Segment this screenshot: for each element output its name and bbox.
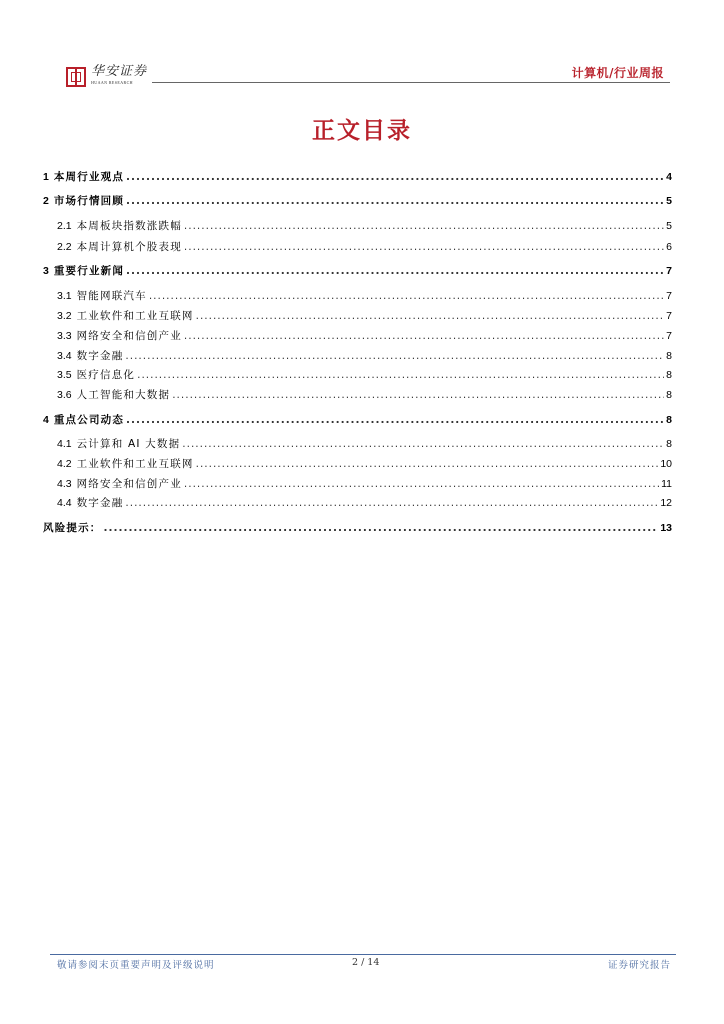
toc-entry-number: 4.3	[57, 478, 72, 490]
toc-entry[interactable]	[43, 329, 672, 343]
toc-leader-dots	[184, 219, 664, 233]
toc-leader-dots	[184, 329, 664, 343]
toc-entry-number: 4.2	[57, 458, 72, 470]
toc-entry-page: 8	[666, 350, 672, 362]
footer-disclaimer: 敬请参阅末页重要声明及评级说明	[57, 960, 215, 971]
toc-entry[interactable]	[43, 388, 672, 402]
toc-entry[interactable]	[43, 219, 672, 233]
toc-entry-page: 5	[666, 195, 672, 207]
toc-entry-number: 4.1	[57, 438, 72, 450]
toc-entry-title: 网络安全和信创产业	[76, 478, 182, 490]
toc-entry-number: 1	[43, 171, 49, 183]
toc-entry-page: 7	[666, 310, 672, 322]
toc-leader-dots	[196, 457, 659, 471]
toc-entry-title: 重要行业新闻	[53, 265, 125, 277]
toc-leader-dots	[104, 521, 659, 535]
toc-entry-page: 5	[666, 220, 672, 232]
page-header	[66, 62, 670, 92]
toc-entry-number: 3.5	[57, 369, 72, 381]
toc-entry-title: 工业软件和工业互联网	[76, 458, 194, 470]
toc-leader-dots	[196, 309, 665, 323]
toc-leader-dots	[137, 368, 664, 382]
toc-entry[interactable]	[43, 194, 672, 208]
seal-icon	[66, 67, 86, 87]
toc-entry[interactable]	[43, 368, 672, 382]
toc-entry-title: 本周行业观点	[53, 171, 125, 183]
toc-entry-number: 2.1	[57, 220, 72, 232]
toc-leader-dots	[149, 289, 664, 303]
toc-leader-dots	[125, 496, 658, 510]
toc-entry-number: 2	[43, 195, 49, 207]
toc-entry-title: 本周板块指数涨跌幅	[76, 220, 182, 232]
toc-entry-page: 13	[660, 522, 672, 534]
toc-entry-number: 2.2	[57, 241, 72, 253]
logo-en-text: HUAAN RESEARCH	[91, 80, 133, 85]
toc-entry-page: 6	[666, 241, 672, 253]
footer-divider	[50, 954, 676, 955]
toc-leader-dots	[184, 240, 664, 254]
page-title: 正文目录	[312, 118, 412, 144]
toc-entry-title: 本周计算机个股表现	[76, 241, 182, 253]
toc-entry-page: 4	[666, 171, 672, 183]
toc-entry[interactable]	[43, 349, 672, 363]
toc-leader-dots	[126, 413, 664, 427]
toc-entry-title: 智能网联汽车	[76, 290, 147, 302]
toc-entry-title: 网络安全和信创产业	[76, 330, 182, 342]
page-number: 2 / 14	[352, 957, 380, 968]
toc-entry-title: 重点公司动态	[53, 414, 125, 426]
toc-entry-page: 7	[666, 265, 672, 277]
toc-entry[interactable]	[43, 289, 672, 303]
toc-entry-number: 3	[43, 265, 49, 277]
toc-entry[interactable]	[43, 437, 672, 451]
toc-entry[interactable]	[43, 496, 672, 510]
toc-entry-title: 数字金融	[76, 350, 124, 362]
toc-entry[interactable]	[43, 240, 672, 254]
footer-category: 证券研究报告	[607, 960, 671, 971]
toc-leader-dots	[184, 477, 659, 491]
toc-entry-page: 12	[660, 497, 672, 509]
toc-entry-number: 3.6	[57, 389, 72, 401]
header-divider	[152, 82, 670, 83]
toc-entry-title: 云计算和 AI 大数据	[76, 438, 181, 450]
toc-entry-page: 8	[666, 389, 672, 401]
toc-entry-title: 风险提示：	[43, 522, 102, 534]
toc-leader-dots	[126, 194, 664, 208]
toc-entry-page: 8	[666, 438, 672, 450]
page-footer	[57, 957, 671, 971]
toc-entry[interactable]	[43, 264, 672, 278]
report-type: 计算机/行业周报	[571, 66, 664, 80]
toc-entry-page: 10	[660, 458, 672, 470]
toc-entry[interactable]	[43, 413, 672, 427]
toc-entry-number: 3.4	[57, 350, 72, 362]
toc-entry-number: 4.4	[57, 497, 72, 509]
toc-entry[interactable]	[43, 170, 672, 184]
toc-entry[interactable]	[43, 457, 672, 471]
toc-entry-title: 市场行情回顾	[53, 195, 125, 207]
company-logo	[66, 64, 147, 87]
toc-entry[interactable]	[43, 521, 672, 535]
toc-entry-title: 医疗信息化	[76, 369, 136, 381]
toc-entry-number: 3.2	[57, 310, 72, 322]
toc-entry-title: 工业软件和工业互联网	[76, 310, 194, 322]
toc-entry-page: 8	[666, 414, 672, 426]
toc-entry-page: 7	[666, 290, 672, 302]
toc-leader-dots	[172, 388, 664, 402]
logo-cn-text: 华安证券	[91, 64, 148, 79]
toc-leader-dots	[182, 437, 664, 451]
toc-entry-page: 7	[666, 330, 672, 342]
toc-entry-number: 3.3	[57, 330, 72, 342]
toc-entry-number: 4	[43, 414, 49, 426]
toc-entry-page: 11	[661, 478, 672, 490]
toc-entry-title: 数字金融	[76, 497, 124, 509]
toc-entry-page: 8	[666, 369, 672, 381]
toc-leader-dots	[126, 264, 664, 278]
toc-entry-title: 人工智能和大数据	[76, 389, 171, 401]
toc-entry[interactable]	[43, 309, 672, 323]
toc-entry[interactable]	[43, 477, 672, 491]
toc-leader-dots	[125, 349, 664, 363]
toc-leader-dots	[126, 170, 664, 184]
toc-entry-number: 3.1	[57, 290, 72, 302]
